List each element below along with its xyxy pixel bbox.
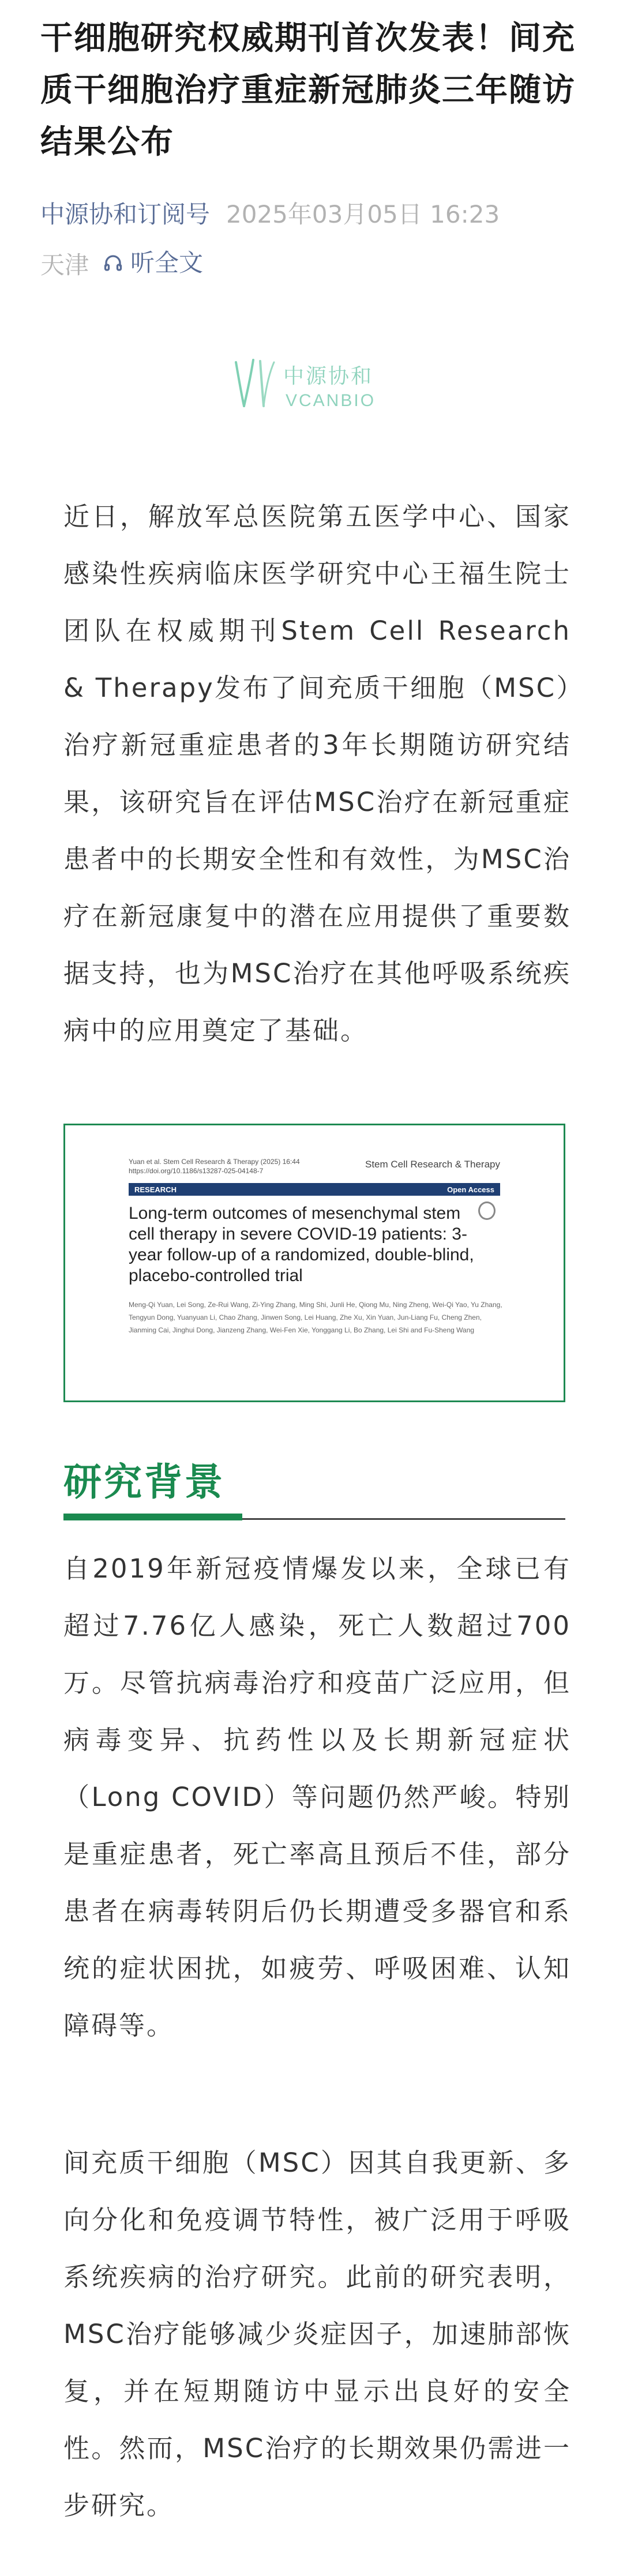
headphones-icon: [103, 253, 123, 273]
paper-doi: https://doi.org/10.1186/s13287-025-04148-7: [129, 1167, 264, 1175]
logo-en-text: VCANBIO: [286, 391, 376, 410]
listen-label: 听全文: [130, 249, 204, 277]
article-title: 干细胞研究权威期刊首次发表！间充质干细胞治疗重症新冠肺炎三年随访结果公布: [40, 20, 576, 161]
vcanbio-logo: [228, 351, 401, 414]
listen-button[interactable]: [103, 239, 203, 287]
paper-title: Long-term outcomes of mesenchymal stem cell therapy in severe COVID-19 patients: 3-year follow-up of a randomized, double-blind, placebo-controlled trial: [129, 1204, 474, 1285]
article-meta: [40, 190, 594, 290]
intro-paragraph: 近日，解放军总医院第五医学中心、国家感染性疾病临床医学研究中心王福生院士团队在权威期刊Stem Cell Research & Therapy发布了间充质干细胞（MSC）治疗新冠重症患者的3年长期随访研究结果，该研究旨在评估MSC治疗在新冠重症患者中的长期安全性和有效性，为MSC治疗在新冠康复中的潜在应用提供了重要数据支持，也为MSC治疗在其他呼吸系统疾病中的应用奠定了基础。: [63, 501, 571, 1046]
section-underline-accent: [63, 1514, 242, 1520]
account-name-link[interactable]: 中源协和订阅号: [40, 200, 211, 228]
section-header-background: [63, 1459, 565, 1523]
paper-type-bar: [129, 1183, 500, 1196]
paper-screenshot: [63, 1124, 565, 1402]
section-underline-rule: [242, 1518, 565, 1520]
paper-type-label: RESEARCH: [134, 1185, 177, 1194]
publish-datetime: 2025年03月05日 16:23: [226, 200, 500, 228]
publish-location: 天津: [40, 251, 89, 279]
vcanbio-logo-graphic: [228, 351, 401, 414]
paper-access-label: Open Access: [447, 1185, 494, 1194]
background-paragraph-2: 间充质干细胞（MSC）因其自我更新、多向分化和免疫调节特性，被广泛用于呼吸系统疾病的治疗研究。此前的研究表明，MSC治疗能够减少炎症因子，加速肺部恢复，并在短期随访中显示出良好的安全性。然而，MSC治疗的长期效果仍需进一步研究。: [63, 2147, 571, 2521]
paper-citation-line: Yuan et al. Stem Cell Research & Therapy (2025) 16:44: [129, 1158, 300, 1166]
crossmark-icon: [478, 1201, 496, 1220]
paper-citation: [129, 1157, 300, 1176]
logo-cn-text: 中源协和: [283, 365, 374, 388]
paper-authors: Meng-Qi Yuan, Lei Song, Ze-Rui Wang, Zi-Ying Zhang, Ming Shi, Junli He, Qiong Mu, Ning Zheng, Wei-Qi Yao, Yu Zhang, Tengyun Dong, Yuanyuan Li, Chao Zhang, Jinwen Song, Lei Huang, Zhe Xu, Xin Yuan, Jun-Liang Fu, Cheng Zhen, Jianming Cai, Jinghui Dong, Jianzeng Zhang, Wei-Fen Xie, Yonggang Li, Bo Zhang, Lei Shi and Fu-Sheng Wang: [129, 1301, 502, 1334]
paper-journal-name: Stem Cell Research & Therapy: [365, 1159, 500, 1170]
section-title: 研究背景: [63, 1460, 225, 1504]
background-paragraph-1: 自2019年新冠疫情爆发以来，全球已有超过7.76亿人感染，死亡人数超过700万。尽管抗病毒治疗和疫苗广泛应用，但病毒变异、抗药性以及长期新冠症状（Long COVID）等问题仍然严峻。特别是重症患者，死亡率高且预后不佳，部分患者在病毒转阴后仍长期遭受多器官和系统的症状困扰，如疲劳、呼吸困难、认知障碍等。: [63, 1553, 571, 2041]
